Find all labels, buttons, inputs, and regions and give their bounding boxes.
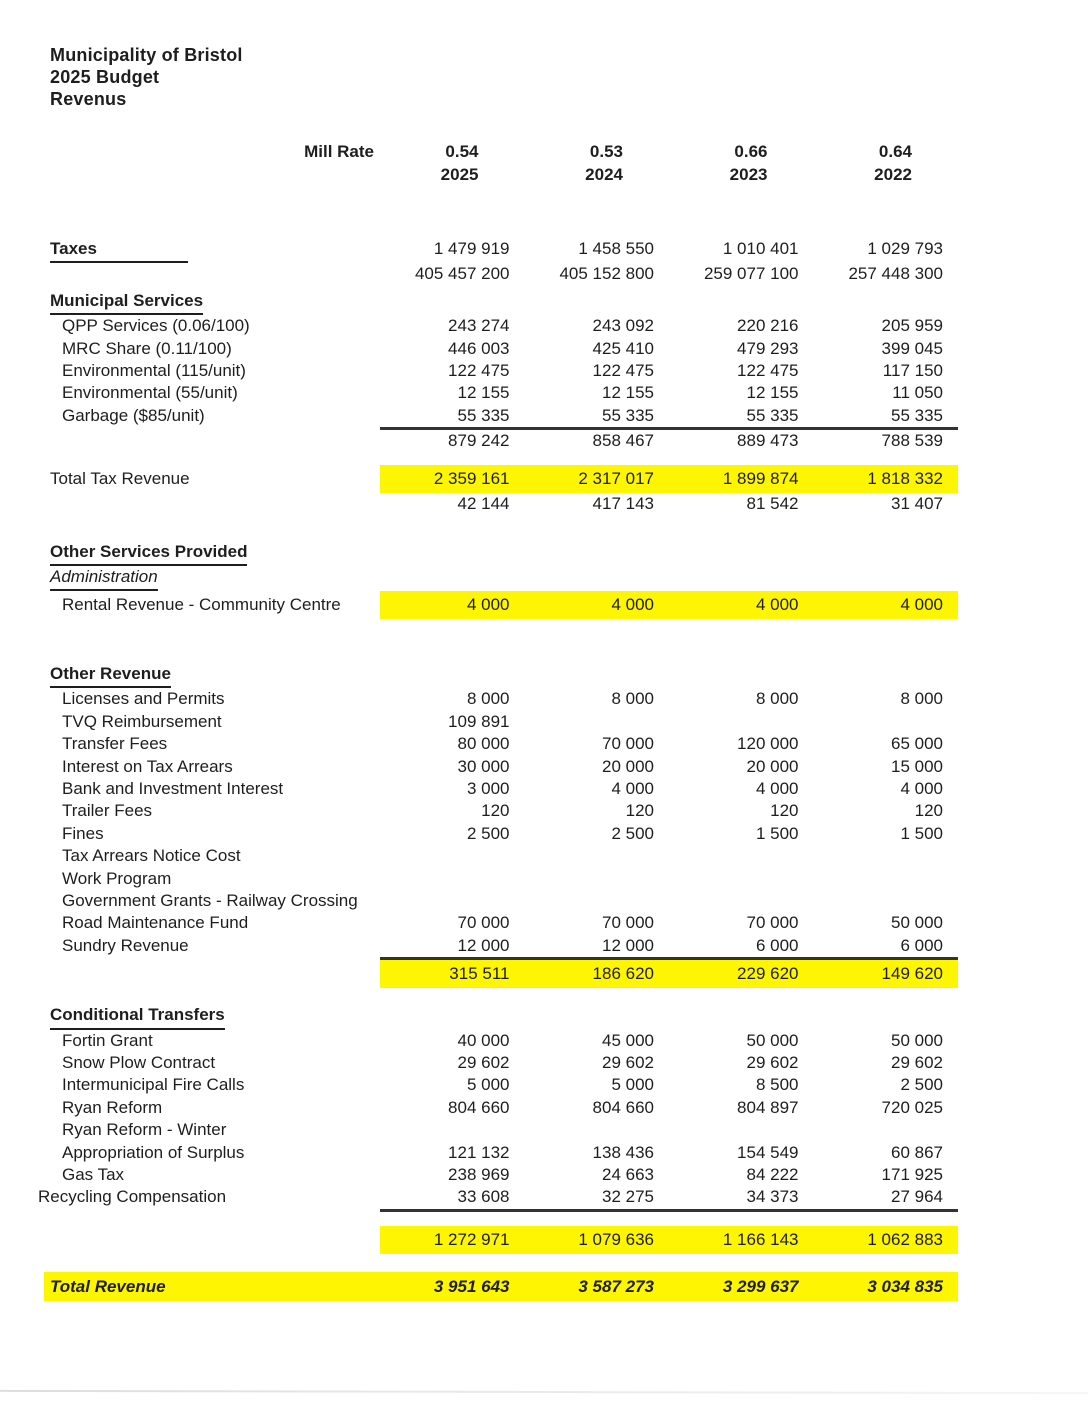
budget-row bbox=[50, 1164, 958, 1186]
row-label: Fortin Grant bbox=[62, 1030, 153, 1050]
doc-title: Municipality of Bristol bbox=[50, 45, 243, 65]
row-values bbox=[380, 493, 958, 515]
row-label: Appropriation of Surplus bbox=[62, 1142, 245, 1162]
spacer bbox=[50, 453, 958, 465]
amount-2023: 8 500 bbox=[755, 1075, 799, 1095]
amount-2025: 29 602 bbox=[457, 1052, 510, 1072]
row-values bbox=[380, 800, 958, 822]
highlighted-total-row bbox=[50, 465, 958, 493]
section-heading-row bbox=[50, 1004, 958, 1029]
mill-rate-columns bbox=[380, 140, 958, 186]
subtotal-highlighted-row bbox=[50, 957, 958, 988]
mill-rate-header bbox=[50, 140, 958, 186]
amount-2025: 2 500 bbox=[466, 823, 510, 843]
row-label: Other Revenue bbox=[50, 663, 380, 688]
budget-row bbox=[50, 823, 958, 845]
amount-2022: 31 407 bbox=[891, 493, 943, 513]
year-label: 2023 bbox=[729, 165, 768, 184]
row-label: Other Services Provided bbox=[50, 541, 380, 566]
row-label: Road Maintenance Fund bbox=[62, 913, 249, 933]
amount-2022: 171 925 bbox=[881, 1165, 943, 1184]
budget-row bbox=[50, 1052, 958, 1074]
budget-row bbox=[50, 778, 958, 800]
amount-2025: 1 272 971 bbox=[433, 1229, 510, 1249]
subsection-heading-row bbox=[50, 566, 958, 590]
amount-2025: 804 660 bbox=[448, 1097, 510, 1117]
amount-2025: 5 000 bbox=[466, 1075, 510, 1095]
spacer bbox=[50, 1254, 958, 1272]
budget-row bbox=[50, 688, 958, 710]
doc-subtitle: 2025 Budget bbox=[50, 67, 160, 87]
row-values bbox=[380, 1164, 958, 1186]
amount-2025: 8 000 bbox=[466, 689, 510, 709]
row-values bbox=[380, 711, 958, 733]
row-values bbox=[380, 263, 958, 285]
budget-row bbox=[50, 711, 958, 733]
amount-2024: 12 000 bbox=[602, 935, 654, 955]
section-heading-row bbox=[50, 238, 958, 263]
amount-2024: 1 458 550 bbox=[578, 239, 654, 258]
row-label: Gas Tax bbox=[62, 1165, 125, 1184]
row-values bbox=[380, 465, 958, 493]
mill-rate-value: 0.54 bbox=[445, 142, 479, 161]
amount-2024: 70 000 bbox=[602, 734, 654, 754]
doc-page-label: Revenus bbox=[50, 89, 127, 109]
budget-row bbox=[50, 382, 958, 404]
row-label: Fines bbox=[62, 823, 104, 843]
year-label: 2025 bbox=[440, 165, 479, 184]
row-values bbox=[380, 427, 958, 452]
row-label: Intermunicipal Fire Calls bbox=[62, 1075, 245, 1095]
amount-2024: 32 275 bbox=[602, 1187, 654, 1207]
amount-2022: 4 000 bbox=[900, 594, 943, 614]
row-values bbox=[380, 405, 958, 427]
amount-2022: 117 150 bbox=[882, 361, 943, 381]
year-label: 2024 bbox=[585, 165, 623, 184]
amount-2025: 40 000 bbox=[457, 1030, 510, 1050]
amount-2023: 4 000 bbox=[755, 594, 799, 614]
amount-2025: 238 969 bbox=[448, 1165, 510, 1184]
amount-2022: 6 000 bbox=[900, 935, 943, 955]
row-label: Ryan Reform bbox=[62, 1097, 163, 1117]
row-label: TVQ Reimbursement bbox=[62, 711, 222, 731]
budget-row bbox=[50, 890, 958, 912]
row-values bbox=[380, 360, 958, 382]
column-header-2022 bbox=[814, 140, 959, 186]
row-values bbox=[380, 1030, 958, 1052]
scan-artifact-line bbox=[0, 1390, 1088, 1394]
amount-2023: 4 000 bbox=[755, 778, 799, 798]
row-label: Snow Plow Contract bbox=[62, 1052, 216, 1072]
row-values bbox=[380, 238, 958, 260]
amount-2023: 84 222 bbox=[746, 1165, 799, 1184]
amount-2025: 405 457 200 bbox=[414, 264, 510, 284]
document-content bbox=[38, 44, 958, 1301]
amount-2023: 122 475 bbox=[737, 361, 799, 381]
amount-2022 bbox=[814, 711, 959, 733]
row-label: Taxes bbox=[50, 238, 380, 263]
amount-2025: 33 608 bbox=[457, 1187, 510, 1207]
amount-2022: 65 000 bbox=[891, 734, 943, 754]
column-header-2024 bbox=[525, 140, 670, 186]
amount-2022: 1 029 793 bbox=[867, 239, 943, 258]
spacer bbox=[50, 1212, 958, 1226]
amount-2022: 1 500 bbox=[900, 823, 943, 843]
row-values bbox=[380, 756, 958, 778]
mill-rate-value: 0.53 bbox=[589, 142, 623, 161]
row-label: Work Program bbox=[62, 868, 172, 888]
row-values bbox=[380, 1272, 958, 1301]
amount-2023: 889 473 bbox=[737, 431, 799, 451]
row-label: Total Revenue bbox=[50, 1276, 166, 1296]
mill-rate-label: Mill Rate bbox=[304, 142, 374, 161]
amount-2022: 720 025 bbox=[881, 1097, 943, 1117]
amount-2024: 5 000 bbox=[611, 1075, 654, 1095]
total-revenue-row bbox=[44, 1272, 958, 1301]
amount-2023: 29 602 bbox=[746, 1052, 799, 1072]
mill-rate-value: 0.66 bbox=[734, 142, 768, 161]
amount-2023: 804 897 bbox=[737, 1097, 799, 1117]
amount-2024: 2 317 017 bbox=[578, 468, 654, 488]
amount-2022: 11 050 bbox=[892, 383, 943, 403]
amount-2022: 55 335 bbox=[891, 405, 943, 425]
row-values bbox=[380, 1226, 958, 1254]
budget-row bbox=[50, 1097, 958, 1119]
amount-2023: 70 000 bbox=[746, 913, 799, 933]
amount-2025: 109 891 bbox=[448, 711, 510, 731]
amount-2022: 29 602 bbox=[891, 1052, 943, 1072]
row-label: Rental Revenue - Community Centre bbox=[62, 594, 341, 614]
amount-2023: 479 293 bbox=[737, 338, 799, 358]
amount-2024: 804 660 bbox=[592, 1097, 654, 1117]
amount-2023: 3 299 637 bbox=[722, 1276, 799, 1296]
amount-2022: 788 539 bbox=[881, 431, 943, 451]
budget-row bbox=[50, 1030, 958, 1052]
row-label: Environmental (55/unit) bbox=[62, 383, 238, 403]
row-values bbox=[380, 823, 958, 845]
amount-2024: 20 000 bbox=[602, 756, 654, 776]
row-values bbox=[380, 338, 958, 360]
amount-2024: 122 475 bbox=[592, 361, 654, 381]
row-label: Government Grants - Railway Crossing bbox=[62, 890, 358, 910]
row-label: Environmental (115/unit) bbox=[62, 361, 246, 381]
amount-2023: 50 000 bbox=[746, 1030, 799, 1050]
amount-2023: 220 216 bbox=[737, 316, 799, 336]
amount-2024: 405 152 800 bbox=[559, 264, 654, 284]
row-values bbox=[380, 382, 958, 404]
amount-2022: 399 045 bbox=[881, 338, 943, 358]
amount-2022: 3 034 835 bbox=[867, 1276, 943, 1296]
row-values bbox=[380, 778, 958, 800]
amount-2023: 1 500 bbox=[755, 823, 799, 843]
amount-2023: 81 542 bbox=[746, 493, 799, 513]
amount-2024: 186 620 bbox=[592, 964, 654, 984]
amount-2023: 12 155 bbox=[746, 383, 799, 403]
budget-row bbox=[50, 1119, 958, 1141]
row-label: Total Tax Revenue bbox=[50, 468, 190, 488]
row-label: Licenses and Permits bbox=[62, 689, 225, 709]
budget-rows bbox=[38, 238, 958, 1301]
amount-2023: 34 373 bbox=[746, 1187, 799, 1207]
amount-2024: 120 bbox=[625, 801, 654, 821]
amount-2024: 1 079 636 bbox=[578, 1229, 654, 1249]
amount-2022: 50 000 bbox=[891, 913, 943, 933]
amount-2022: 149 620 bbox=[881, 964, 943, 984]
amount-2024: 243 092 bbox=[592, 316, 654, 336]
row-label: MRC Share (0.11/100) bbox=[62, 338, 232, 358]
amount-2025: 121 132 bbox=[448, 1142, 510, 1162]
amount-2023: 229 620 bbox=[737, 964, 799, 984]
budget-row bbox=[50, 868, 958, 890]
amount-2023: 120 000 bbox=[737, 734, 799, 754]
amount-2022: 60 867 bbox=[891, 1142, 943, 1162]
row-label: Garbage ($85/unit) bbox=[62, 405, 205, 425]
budget-row bbox=[50, 338, 958, 360]
amount-2025: 12 000 bbox=[457, 935, 510, 955]
budget-row bbox=[50, 845, 958, 867]
amount-2022: 257 448 300 bbox=[848, 264, 943, 284]
budget-row bbox=[50, 263, 958, 285]
budget-row bbox=[50, 935, 958, 957]
row-values bbox=[380, 315, 958, 337]
amount-2024: 12 155 bbox=[602, 383, 654, 403]
amount-2025: 315 511 bbox=[449, 964, 510, 984]
amount-2022: 4 000 bbox=[900, 778, 943, 798]
amount-2023: 1 166 143 bbox=[722, 1229, 799, 1249]
amount-2022: 2 500 bbox=[900, 1075, 943, 1095]
mill-rate-value: 0.64 bbox=[878, 142, 912, 161]
row-values bbox=[380, 935, 958, 957]
column-header-2023 bbox=[669, 140, 814, 186]
budget-row bbox=[38, 1186, 958, 1208]
budget-row bbox=[50, 800, 958, 822]
highlighted-total-row bbox=[50, 1226, 958, 1254]
budget-row bbox=[50, 360, 958, 382]
row-label: QPP Services (0.06/100) bbox=[62, 316, 250, 336]
row-label: Administration bbox=[50, 566, 380, 590]
amount-2024 bbox=[525, 711, 670, 733]
amount-2024: 70 000 bbox=[602, 913, 654, 933]
amount-2023: 154 549 bbox=[737, 1142, 799, 1162]
amount-2023: 20 000 bbox=[746, 756, 799, 776]
row-values bbox=[380, 688, 958, 710]
row-values bbox=[380, 1186, 958, 1208]
section-heading-row bbox=[50, 541, 958, 566]
row-values bbox=[380, 1052, 958, 1074]
amount-2024: 858 467 bbox=[592, 431, 654, 451]
amount-2024: 45 000 bbox=[602, 1030, 654, 1050]
title-block bbox=[50, 44, 958, 110]
row-label: Conditional Transfers bbox=[50, 1004, 380, 1029]
amount-2023: 1 010 401 bbox=[722, 239, 799, 258]
amount-2025: 42 144 bbox=[457, 493, 510, 513]
amount-2025: 80 000 bbox=[457, 734, 510, 754]
amount-2025: 243 274 bbox=[448, 316, 510, 336]
row-label: Trailer Fees bbox=[62, 801, 153, 821]
year-label: 2022 bbox=[874, 165, 912, 184]
amount-2023: 120 bbox=[770, 801, 799, 821]
amount-2024: 4 000 bbox=[611, 778, 654, 798]
row-label: Recycling Compensation bbox=[38, 1187, 227, 1207]
budget-row bbox=[50, 493, 958, 515]
row-label: Ryan Reform - Winter bbox=[62, 1120, 227, 1140]
amount-2024: 138 436 bbox=[592, 1142, 654, 1162]
subtotal-row bbox=[50, 427, 958, 452]
amount-2025: 3 951 643 bbox=[433, 1276, 510, 1296]
amount-2025: 12 155 bbox=[457, 383, 510, 403]
row-values bbox=[380, 1074, 958, 1096]
budget-row bbox=[50, 1142, 958, 1164]
budget-row bbox=[50, 912, 958, 934]
amount-2025: 446 003 bbox=[448, 338, 510, 358]
budget-row bbox=[50, 733, 958, 755]
amount-2024: 8 000 bbox=[611, 689, 654, 709]
amount-2025: 4 000 bbox=[466, 594, 510, 614]
amount-2025: 122 475 bbox=[448, 361, 510, 381]
row-values bbox=[380, 591, 958, 619]
row-values bbox=[380, 912, 958, 934]
amount-2024: 425 410 bbox=[592, 338, 654, 358]
amount-2023: 8 000 bbox=[755, 689, 799, 709]
row-values bbox=[380, 733, 958, 755]
amount-2025: 879 242 bbox=[448, 431, 510, 451]
amount-2024: 3 587 273 bbox=[578, 1276, 654, 1296]
amount-2024: 29 602 bbox=[602, 1052, 654, 1072]
amount-2023: 259 077 100 bbox=[703, 264, 799, 284]
amount-2023: 1 899 874 bbox=[722, 468, 799, 488]
amount-2025: 1 479 919 bbox=[433, 239, 510, 258]
amount-2025: 3 000 bbox=[466, 778, 510, 798]
row-label: Sundry Revenue bbox=[62, 935, 189, 955]
amount-2022: 1 062 883 bbox=[867, 1229, 943, 1249]
amount-2024: 55 335 bbox=[602, 405, 654, 425]
amount-2023: 55 335 bbox=[746, 405, 799, 425]
amount-2024: 4 000 bbox=[611, 594, 654, 614]
budget-row bbox=[50, 1074, 958, 1096]
budget-row bbox=[50, 315, 958, 337]
amount-2022: 15 000 bbox=[891, 756, 943, 776]
amount-2025: 70 000 bbox=[457, 913, 510, 933]
row-label: Municipal Services bbox=[50, 290, 380, 315]
budget-row bbox=[50, 405, 958, 427]
row-values bbox=[380, 957, 958, 988]
amount-2022: 120 bbox=[914, 801, 943, 821]
amount-2025: 55 335 bbox=[457, 405, 510, 425]
amount-2025: 120 bbox=[481, 801, 510, 821]
amount-2022: 1 818 332 bbox=[867, 468, 943, 488]
amount-2023 bbox=[669, 711, 814, 733]
amount-2022: 27 964 bbox=[891, 1187, 943, 1207]
highlighted-total-row bbox=[50, 591, 958, 619]
amount-2024: 2 500 bbox=[611, 823, 654, 843]
amount-2025: 30 000 bbox=[457, 756, 510, 776]
amount-2024: 24 663 bbox=[602, 1165, 654, 1184]
section-heading-row bbox=[50, 290, 958, 315]
amount-2022: 50 000 bbox=[891, 1030, 943, 1050]
amount-2022: 205 959 bbox=[881, 316, 943, 336]
amount-2023: 6 000 bbox=[755, 935, 799, 955]
section-heading-row bbox=[50, 663, 958, 688]
row-label: Interest on Tax Arrears bbox=[62, 756, 233, 776]
spacer bbox=[50, 619, 958, 663]
column-header-2025 bbox=[380, 140, 525, 186]
spacer bbox=[50, 988, 958, 1004]
row-values bbox=[380, 1209, 958, 1212]
row-values bbox=[380, 1142, 958, 1164]
amount-2025: 2 359 161 bbox=[433, 468, 510, 488]
row-values bbox=[380, 1097, 958, 1119]
amount-2024: 417 143 bbox=[592, 493, 654, 513]
spacer bbox=[50, 515, 958, 541]
row-label: Tax Arrears Notice Cost bbox=[62, 846, 241, 866]
row-label: Transfer Fees bbox=[62, 734, 168, 754]
amount-2022: 8 000 bbox=[900, 689, 943, 709]
row-label: Bank and Investment Interest bbox=[62, 778, 284, 798]
budget-row bbox=[50, 756, 958, 778]
